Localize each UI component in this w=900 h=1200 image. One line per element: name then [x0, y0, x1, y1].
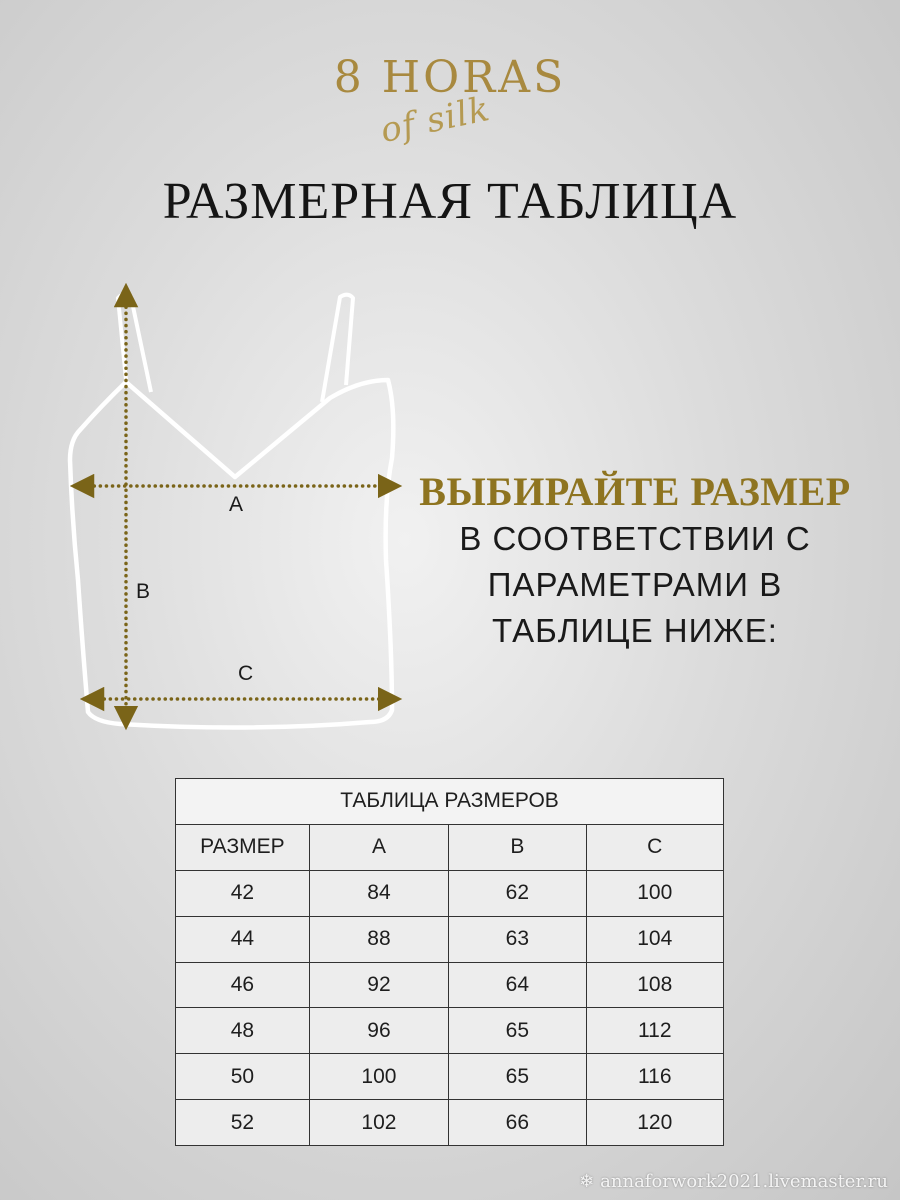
table-caption: ТАБЛИЦА РАЗМЕРОВ [176, 779, 724, 825]
measure-label-b: B [136, 580, 151, 603]
watermark [579, 1171, 888, 1192]
column-header: РАЗМЕР [176, 824, 310, 870]
table-cell: 100 [309, 1054, 448, 1100]
table-cell: 120 [586, 1100, 723, 1146]
table-header-row [176, 824, 724, 870]
size-table [175, 778, 724, 1146]
table-row [176, 916, 724, 962]
table-cell: 64 [449, 962, 586, 1008]
table-cell: 116 [586, 1054, 723, 1100]
table-row [176, 1008, 724, 1054]
measure-label-c: C [238, 662, 254, 685]
column-header: B [449, 824, 586, 870]
table-cell: 42 [176, 870, 310, 916]
advice-line: В СООТВЕТСТВИИ С [459, 520, 811, 557]
page-title: РАЗМЕРНАЯ ТАБЛИЦА [162, 173, 738, 230]
camisole-diagram [0, 280, 420, 750]
table-cell: 63 [449, 916, 586, 962]
table-row [176, 962, 724, 1008]
table-row [176, 1100, 724, 1146]
table-cell: 52 [176, 1100, 310, 1146]
table-cell: 46 [176, 962, 310, 1008]
table-cell: 112 [586, 1008, 723, 1054]
table-cell: 88 [309, 916, 448, 962]
table-caption-row [176, 779, 724, 825]
table-cell: 108 [586, 962, 723, 1008]
table-cell: 100 [586, 870, 723, 916]
table-cell: 65 [449, 1054, 586, 1100]
table-cell: 84 [309, 870, 448, 916]
table-row [176, 870, 724, 916]
camisole-outline [70, 380, 393, 728]
table-cell: 62 [449, 870, 586, 916]
table-cell: 66 [449, 1100, 586, 1146]
snowflake-icon: ❄ [579, 1171, 595, 1192]
table-cell: 48 [176, 1008, 310, 1054]
advice-headline: ВЫБИРАЙТЕ РАЗМЕР [419, 469, 851, 514]
table-cell: 50 [176, 1054, 310, 1100]
table-cell: 96 [309, 1008, 448, 1054]
logo-subtitle: of silk [377, 88, 494, 152]
left-strap [118, 294, 151, 392]
column-header: C [586, 824, 723, 870]
table-cell: 92 [309, 962, 448, 1008]
right-strap [322, 295, 353, 402]
logo-brand-text: 8 HORAS [333, 52, 567, 103]
table-cell: 44 [176, 916, 310, 962]
column-header: A [309, 824, 448, 870]
measure-label-a: A [229, 493, 244, 516]
advice-line: ПАРАМЕТРАМИ В [487, 566, 783, 603]
advice-line: ТАБЛИЦЕ НИЖЕ: [492, 612, 778, 649]
watermark-text: annaforwork2021.livemaster.ru [600, 1171, 888, 1192]
table-cell: 104 [586, 916, 723, 962]
size-advice [395, 468, 875, 654]
table-row [176, 1054, 724, 1100]
table-cell: 65 [449, 1008, 586, 1054]
table-cell: 102 [309, 1100, 448, 1146]
